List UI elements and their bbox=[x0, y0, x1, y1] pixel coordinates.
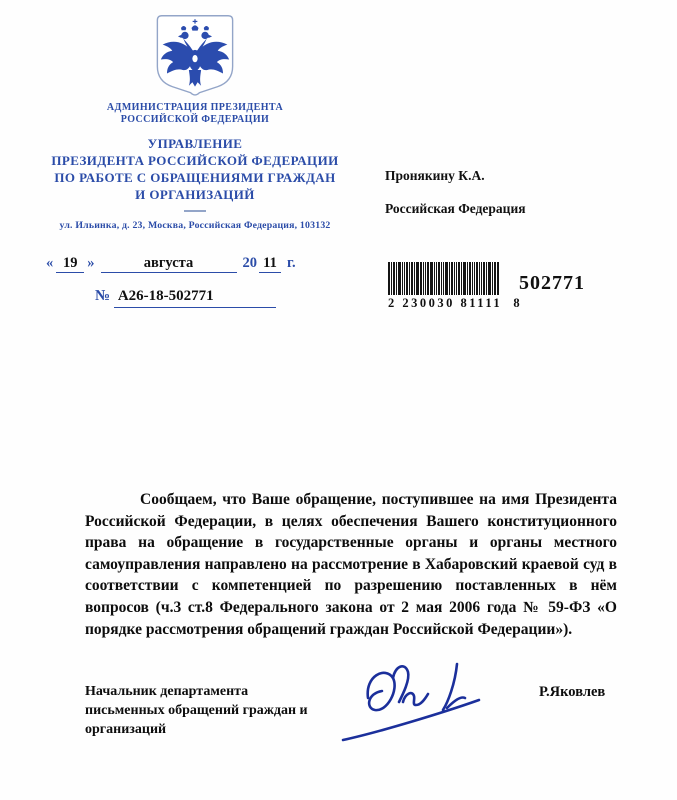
date-year-suffix: г. bbox=[287, 255, 296, 271]
date-open-quote: « bbox=[46, 255, 54, 271]
department-name bbox=[28, 135, 362, 203]
barcode-number: 502771 bbox=[519, 272, 585, 294]
letter-body-paragraph: Сообщаем, что Ваше обращение, поступившее на имя Президента Российской Федерации, в целях обеспечения Вашего конституционного права на обращение в государственные органы и органы местного самоуправления направлено на рассмотрение в Хабаровский краевой суд в соответствии с компетенцией по разрешению поставленных в нём вопросов (ч.3 ст.8 Федерального закона от 2 мая 2006 года № 59-ФЗ «О порядке рассмотрения обращений граждан Российской Федерации»). bbox=[85, 491, 617, 638]
recipient-block bbox=[385, 168, 645, 217]
date-line bbox=[46, 255, 296, 273]
barcode-bars bbox=[388, 262, 499, 295]
department-line4: И ОРГАНИЗАЦИЙ bbox=[135, 187, 255, 202]
date-close-quote: » bbox=[87, 255, 95, 271]
department-line3: ПО РАБОТЕ С ОБРАЩЕНИЯМИ ГРАЖДАН bbox=[54, 170, 336, 185]
signer-title-line3: организаций bbox=[85, 722, 167, 737]
letterhead bbox=[28, 14, 362, 231]
date-month-value: августа bbox=[101, 255, 237, 273]
barcode-digits: 2 230030 81111 8 bbox=[388, 296, 523, 310]
registration-number-value: А26-18-502771 bbox=[114, 288, 276, 308]
date-day-value: 19 bbox=[56, 255, 84, 273]
number-sign: № bbox=[95, 288, 111, 304]
signature-icon bbox=[335, 650, 485, 746]
recipient-name: Пронякину К.А. bbox=[385, 168, 485, 183]
letterhead-divider bbox=[184, 210, 206, 212]
barcode-icon bbox=[388, 262, 500, 295]
department-line2: ПРЕЗИДЕНТА РОССИЙСКОЙ ФЕДЕРАЦИИ bbox=[51, 153, 339, 168]
department-line1: УПРАВЛЕНИЕ bbox=[147, 136, 243, 151]
date-century: 20 bbox=[242, 255, 257, 271]
org-name-line1: АДМИНИСТРАЦИЯ ПРЕЗИДЕНТА bbox=[106, 102, 284, 113]
barcode-block bbox=[388, 262, 523, 311]
signer-name: Р.Яковлев bbox=[539, 684, 606, 700]
signer-title bbox=[85, 682, 345, 739]
recipient-country: Российская Федерация bbox=[385, 201, 526, 216]
date-year-value: 11 bbox=[259, 255, 281, 273]
registration-number-line bbox=[95, 288, 276, 308]
letterhead-address: ул. Ильинка, д. 23, Москва, Российская Федерация, 103132 bbox=[59, 220, 331, 231]
signer-title-line1: Начальник департамента bbox=[85, 684, 249, 699]
signer-title-line2: письменных обращений граждан и bbox=[85, 703, 308, 718]
coat-of-arms-icon bbox=[151, 14, 239, 98]
org-name-line2: РОССИЙСКОЙ ФЕДЕРАЦИИ bbox=[120, 114, 270, 125]
